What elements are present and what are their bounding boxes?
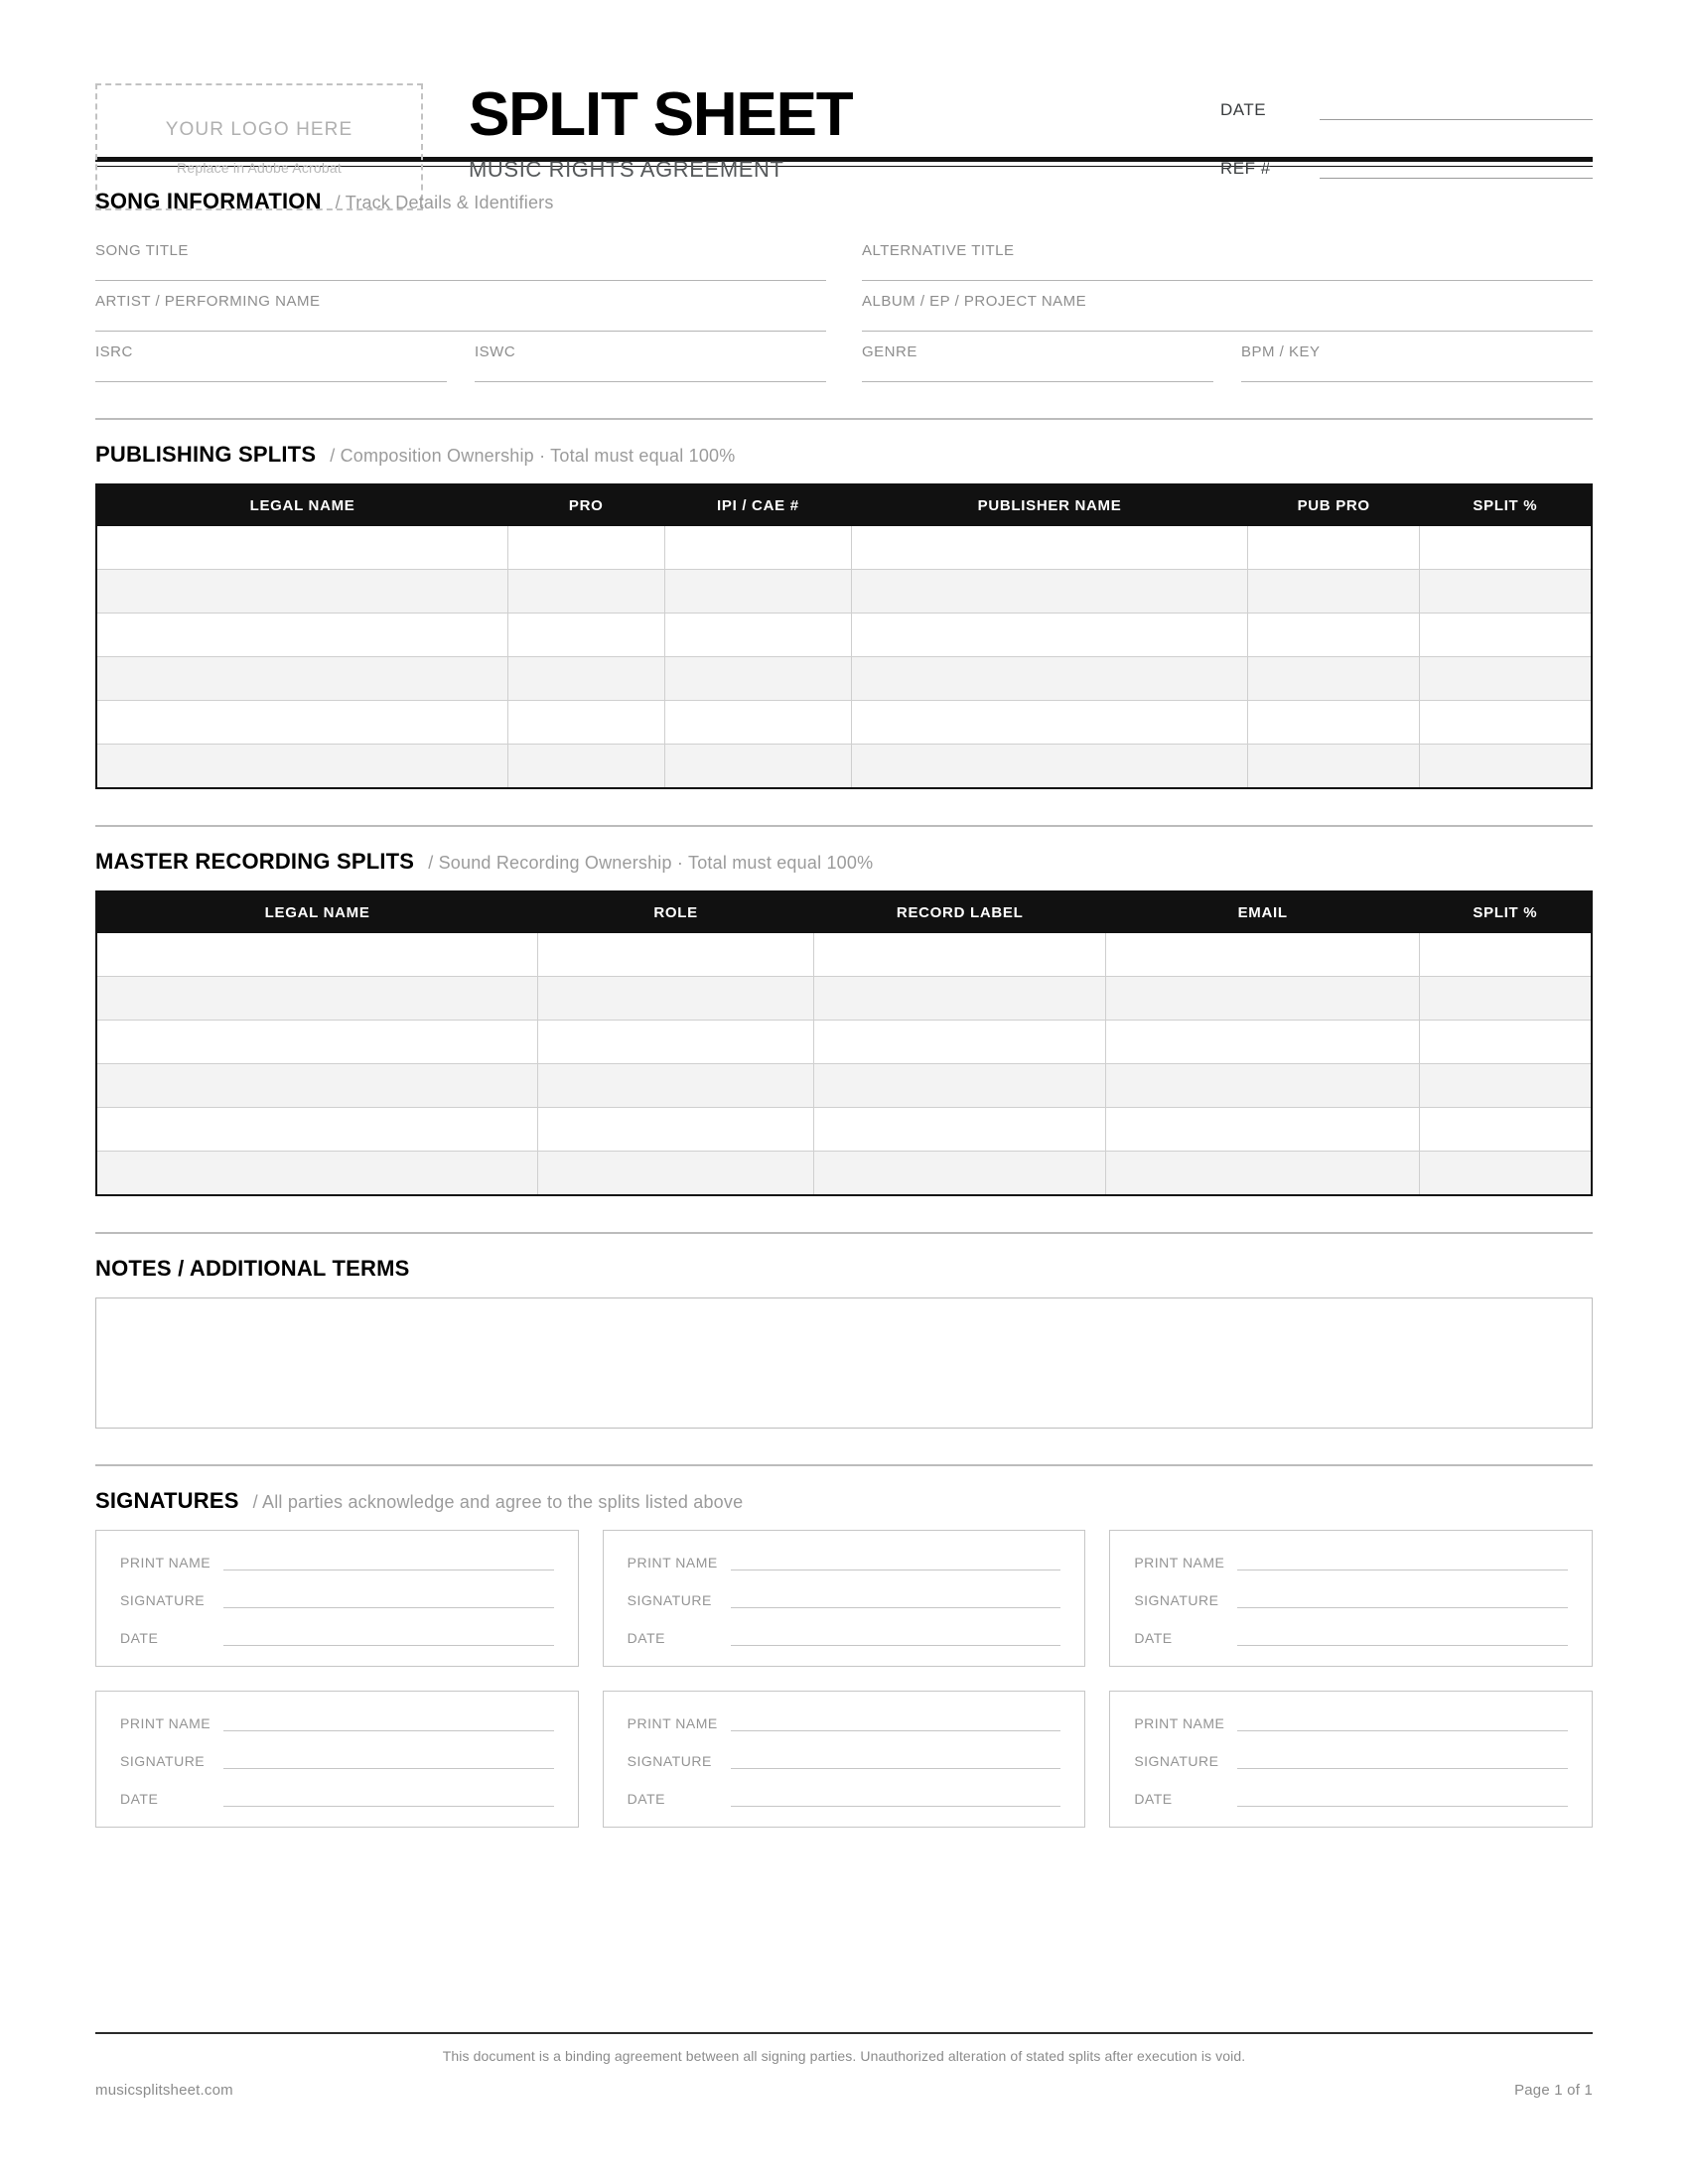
signature-block [1109,1691,1593,1828]
signature-print-name-input[interactable] [223,1717,554,1731]
master-splits-header-row [96,891,1592,933]
table-row [96,977,1592,1021]
master-split-cell[interactable] [814,977,1106,1021]
publishing-split-cell[interactable] [664,657,851,701]
signature-print-name-row [120,1555,554,1570]
table-row [96,526,1592,570]
album-project-input[interactable] [862,317,1593,332]
signature-signature-input[interactable] [731,1755,1061,1769]
publishing-split-cell[interactable] [96,701,507,745]
footer-page-number: Page 1 of 1 [1514,2082,1593,2099]
publishing-splits-subtitle: / Composition Ownership · Total must equal 100% [330,446,736,466]
publishing-split-cell[interactable] [664,614,851,657]
signature-date-label: DATE [1134,1791,1173,1807]
signatures-subtitle: / All parties acknowledge and agree to the splits listed above [252,1492,744,1512]
genre-bpm-row [862,332,1593,382]
master-split-cell[interactable] [1420,1021,1592,1064]
col-pub-pro: PUB PRO [1248,484,1420,526]
master-split-cell[interactable] [96,1152,537,1196]
publishing-split-cell[interactable] [664,745,851,789]
publishing-split-cell[interactable] [507,701,664,745]
master-split-cell[interactable] [537,1108,814,1152]
col-split-pct: SPLIT % [1420,891,1592,933]
signature-block [603,1530,1086,1667]
master-split-cell[interactable] [1420,1152,1592,1196]
signature-date-input[interactable] [223,1632,554,1646]
master-split-cell[interactable] [96,1021,537,1064]
signature-date-label: DATE [120,1630,159,1646]
isrc-input[interactable] [95,367,447,382]
signature-signature-row [1134,1753,1568,1769]
song-fields-left-column [95,230,826,382]
publishing-splits-title: PUBLISHING SPLITS [95,442,317,467]
bpm-key-field[interactable] [1241,332,1593,382]
iswc-field[interactable] [475,332,826,382]
signature-date-label: DATE [627,1630,665,1646]
master-split-cell[interactable] [537,1064,814,1108]
publishing-split-cell[interactable] [1420,526,1592,570]
signatures-section-divider [95,1464,1593,1466]
publishing-split-cell[interactable] [1248,701,1420,745]
isrc-label: ISRC [95,343,133,360]
date-field-row [1220,97,1593,120]
master-split-cell[interactable] [96,977,537,1021]
publishing-split-cell[interactable] [1420,745,1592,789]
master-split-cell[interactable] [1106,1152,1420,1196]
publishing-split-cell[interactable] [507,526,664,570]
table-row [96,701,1592,745]
bpm-key-input[interactable] [1241,367,1593,382]
signature-signature-label: SIGNATURE [627,1753,712,1769]
document-header [95,0,1593,182]
publishing-split-cell[interactable] [96,526,507,570]
publishing-split-cell[interactable] [96,745,507,789]
col-legal-name: LEGAL NAME [96,891,537,933]
notes-heading [95,1256,1593,1282]
master-recording-splits-title: MASTER RECORDING SPLITS [95,849,415,874]
master-split-cell[interactable] [814,1064,1106,1108]
master-split-cell[interactable] [1106,1108,1420,1152]
ref-label: REF # [1220,159,1271,178]
title-block [469,80,853,183]
song-information-title: SONG INFORMATION [95,189,322,213]
publishing-splits-table-head [96,484,1592,526]
signature-signature-label: SIGNATURE [1134,1592,1219,1608]
signature-print-name-row [628,1555,1061,1570]
signature-signature-row [628,1753,1061,1769]
publishing-split-cell[interactable] [852,745,1248,789]
notes-title: NOTES / ADDITIONAL TERMS [95,1256,410,1281]
col-legal-name: LEGAL NAME [96,484,507,526]
signature-date-input[interactable] [223,1793,554,1807]
master-split-cell[interactable] [1420,1108,1592,1152]
publishing-split-cell[interactable] [1420,570,1592,614]
master-split-cell[interactable] [96,933,537,977]
signature-signature-label: SIGNATURE [627,1592,712,1608]
publishing-split-cell[interactable] [96,570,507,614]
signature-date-row [1134,1630,1568,1646]
master-split-cell[interactable] [814,1152,1106,1196]
date-input[interactable] [1320,97,1593,120]
alternative-title-field[interactable] [862,230,1593,281]
publishing-split-cell[interactable] [96,657,507,701]
signature-signature-label: SIGNATURE [120,1753,206,1769]
signature-signature-label: SIGNATURE [120,1592,206,1608]
isrc-iswc-row [95,332,826,382]
signature-print-name-label: PRINT NAME [627,1555,718,1570]
song-title-field[interactable] [95,230,826,281]
publishing-split-cell[interactable] [664,570,851,614]
footer-meta-row [95,2064,1593,2099]
isrc-field[interactable] [95,332,447,382]
table-row [96,933,1592,977]
logo-replace-hint: Replace in Adobe Acrobat [177,159,342,176]
song-title-input[interactable] [95,266,826,281]
song-information-subtitle: / Track Details & Identifiers [335,193,554,212]
artist-name-input[interactable] [95,317,826,332]
table-row [96,1064,1592,1108]
publishing-split-cell[interactable] [1248,526,1420,570]
col-ipi-cae: IPI / CAE # [664,484,851,526]
col-record-label: RECORD LABEL [814,891,1106,933]
signature-print-name-label: PRINT NAME [1134,1555,1225,1570]
iswc-input[interactable] [475,367,826,382]
table-row [96,614,1592,657]
master-split-cell[interactable] [1106,933,1420,977]
master-split-cell[interactable] [1106,1021,1420,1064]
publishing-split-cell[interactable] [1420,657,1592,701]
signature-blocks-grid [95,1530,1593,1828]
genre-label: GENRE [862,343,917,360]
master-splits-table-body [96,933,1592,1195]
genre-input[interactable] [862,367,1213,382]
publishing-split-cell[interactable] [1248,570,1420,614]
document-footer [95,2032,1593,2099]
table-row [96,1108,1592,1152]
signature-print-name-label: PRINT NAME [120,1715,211,1731]
signature-signature-input[interactable] [1237,1594,1568,1608]
album-project-label: ALBUM / EP / PROJECT NAME [862,293,1087,310]
master-split-cell[interactable] [814,933,1106,977]
publishing-split-cell[interactable] [507,614,664,657]
signature-signature-input[interactable] [731,1594,1061,1608]
publishing-splits-header-row [96,484,1592,526]
master-recording-splits-subtitle: / Sound Recording Ownership · Total must equal 100% [428,853,874,873]
publishing-split-cell[interactable] [507,657,664,701]
signature-signature-row [1134,1592,1568,1608]
ref-field-row [1220,156,1593,179]
song-information-heading [95,189,1593,214]
publishing-split-cell[interactable] [852,657,1248,701]
signature-date-input[interactable] [1237,1632,1568,1646]
artist-name-field[interactable] [95,281,826,332]
publishing-splits-table [95,483,1593,789]
signature-print-name-row [1134,1555,1568,1570]
signature-block [95,1691,579,1828]
publishing-split-cell[interactable] [1248,745,1420,789]
signature-print-name-row [1134,1715,1568,1731]
master-split-cell[interactable] [1420,1064,1592,1108]
master-split-cell[interactable] [537,933,814,977]
footer-site-link[interactable]: musicsplitsheet.com [95,2082,233,2099]
signature-signature-label: SIGNATURE [1134,1753,1219,1769]
table-row [96,745,1592,789]
signature-date-input[interactable] [731,1632,1061,1646]
alternative-title-input[interactable] [862,266,1593,281]
alternative-title-label: ALTERNATIVE TITLE [862,242,1015,259]
bpm-key-label: BPM / KEY [1241,343,1321,360]
signature-print-name-row [628,1715,1061,1731]
master-split-cell[interactable] [1106,977,1420,1021]
signature-print-name-label: PRINT NAME [627,1715,718,1731]
publishing-split-cell[interactable] [852,701,1248,745]
col-split-pct: SPLIT % [1420,484,1592,526]
logo-placeholder-label: YOUR LOGO HERE [165,118,353,140]
signature-date-row [120,1791,554,1807]
master-split-cell[interactable] [537,1152,814,1196]
signature-print-name-label: PRINT NAME [1134,1715,1225,1731]
date-label: DATE [1220,100,1267,119]
table-row [96,570,1592,614]
notes-textarea[interactable] [95,1297,1593,1429]
signature-date-label: DATE [627,1791,665,1807]
signature-date-input[interactable] [731,1793,1061,1807]
signature-print-name-input[interactable] [223,1557,554,1570]
signature-date-input[interactable] [1237,1793,1568,1807]
col-email: EMAIL [1106,891,1420,933]
master-split-cell[interactable] [1420,977,1592,1021]
publishing-split-cell[interactable] [1248,614,1420,657]
master-section-divider [95,825,1593,827]
iswc-label: ISWC [475,343,516,360]
signature-block [1109,1530,1593,1667]
signature-signature-row [120,1592,554,1608]
publishing-split-cell[interactable] [1420,701,1592,745]
signature-print-name-input[interactable] [731,1557,1061,1570]
master-split-cell[interactable] [814,1108,1106,1152]
publishing-split-cell[interactable] [507,570,664,614]
table-row [96,1021,1592,1064]
publishing-splits-heading [95,442,1593,468]
signature-print-name-label: PRINT NAME [120,1555,211,1570]
signature-signature-row [628,1592,1061,1608]
genre-field[interactable] [862,332,1213,382]
master-split-cell[interactable] [1420,933,1592,977]
master-split-cell[interactable] [96,1108,537,1152]
song-information-fields [95,230,1593,382]
signature-print-name-row [120,1715,554,1731]
publishing-split-cell[interactable] [1248,657,1420,701]
song-fields-right-column [862,230,1593,382]
publishing-split-cell[interactable] [664,701,851,745]
signature-signature-row [120,1753,554,1769]
signature-date-row [628,1630,1061,1646]
signature-block [95,1530,579,1667]
table-row [96,1152,1592,1196]
signature-signature-input[interactable] [223,1594,554,1608]
master-split-cell[interactable] [96,1064,537,1108]
master-split-cell[interactable] [814,1021,1106,1064]
signature-date-label: DATE [120,1791,159,1807]
signatures-heading [95,1488,1593,1514]
publishing-split-cell[interactable] [96,614,507,657]
signatures-title: SIGNATURES [95,1488,239,1513]
album-project-field[interactable] [862,281,1593,332]
signature-date-row [1134,1791,1568,1807]
col-pro: PRO [507,484,664,526]
col-publisher-name: PUBLISHER NAME [852,484,1248,526]
publishing-split-cell[interactable] [852,526,1248,570]
artist-name-label: ARTIST / PERFORMING NAME [95,293,321,310]
signature-signature-input[interactable] [223,1755,554,1769]
col-role: ROLE [537,891,814,933]
notes-section-divider [95,1232,1593,1234]
master-recording-splits-table [95,890,1593,1196]
table-row [96,657,1592,701]
publishing-split-cell[interactable] [507,745,664,789]
master-split-cell[interactable] [537,977,814,1021]
master-splits-table-head [96,891,1592,933]
header-meta-block [1220,83,1593,179]
footer-disclaimer: This document is a binding agreement between all signing parties. Unauthorized alteration of stated splits after execution is void. [442,2048,1246,2064]
publishing-split-cell[interactable] [664,526,851,570]
ref-input[interactable] [1320,156,1593,179]
signature-signature-input[interactable] [1237,1755,1568,1769]
publishing-split-cell[interactable] [852,614,1248,657]
signature-date-row [628,1791,1061,1807]
master-recording-splits-heading [95,849,1593,875]
song-title-label: SONG TITLE [95,242,189,259]
signature-print-name-input[interactable] [1237,1717,1568,1731]
publishing-splits-table-body [96,526,1592,788]
signature-print-name-input[interactable] [731,1717,1061,1731]
publishing-split-cell[interactable] [852,570,1248,614]
publishing-split-cell[interactable] [1420,614,1592,657]
page-subtitle: MUSIC RIGHTS AGREEMENT [469,156,784,182]
signature-date-label: DATE [1134,1630,1173,1646]
signature-print-name-input[interactable] [1237,1557,1568,1570]
publishing-section-divider [95,418,1593,420]
master-split-cell[interactable] [1106,1064,1420,1108]
signature-date-row [120,1630,554,1646]
signature-block [603,1691,1086,1828]
master-split-cell[interactable] [537,1021,814,1064]
page-title: SPLIT SHEET [469,80,853,149]
